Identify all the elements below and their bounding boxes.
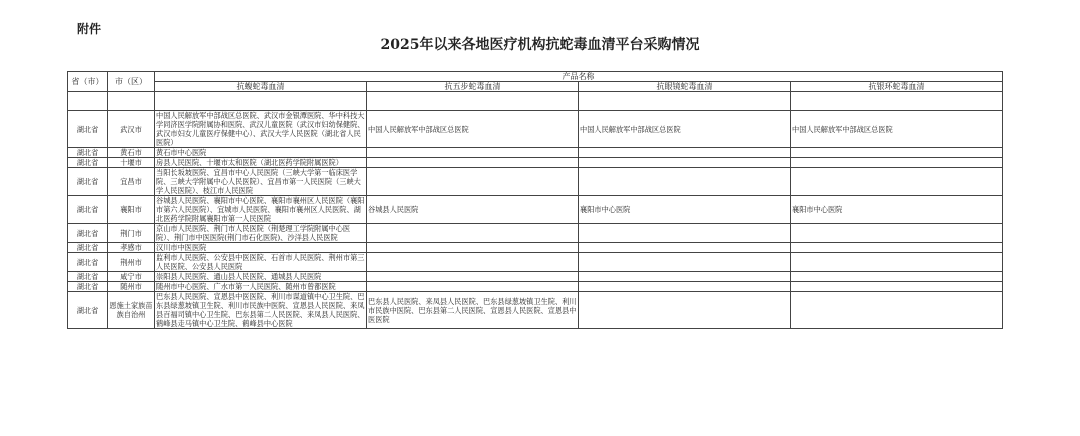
wubu-cell	[367, 158, 579, 168]
province-cell: 湖北省	[68, 196, 108, 224]
yanjing-cell	[579, 168, 791, 196]
city-cell: 随州市	[108, 282, 155, 292]
yanjing-cell	[579, 148, 791, 158]
yinhuan-cell	[791, 282, 1003, 292]
city-cell: 宜昌市	[108, 168, 155, 196]
city-cell: 十堰市	[108, 158, 155, 168]
wubu-cell: 谷城县人民医院	[367, 196, 579, 224]
yinhuan-cell	[791, 253, 1003, 272]
table-row	[68, 158, 1003, 168]
province-cell: 湖北省	[68, 168, 108, 196]
province-cell: 湖北省	[68, 292, 108, 329]
yanjing-cell	[579, 253, 791, 272]
wubu-cell	[367, 243, 579, 253]
col-header-product: 抗眼镜蛇毒血清	[579, 82, 791, 92]
fushe-cell: 汉川市中医医院	[155, 243, 367, 253]
province-cell: 湖北省	[68, 272, 108, 282]
wubu-cell	[367, 272, 579, 282]
page-title: 2025年以来各地医疗机构抗蛇毒血清平台采购情况	[380, 37, 700, 53]
yinhuan-cell: 襄阳市中心医院	[791, 196, 1003, 224]
table-row	[68, 111, 1003, 148]
yanjing-cell	[579, 292, 791, 329]
city-cell: 黄石市	[108, 148, 155, 158]
city-cell: 恩施土家族苗族自治州	[108, 292, 155, 329]
table-row	[68, 282, 1003, 292]
fushe-cell: 谷城县人民医院、襄阳市中心医院、襄阳市襄州区人民医院（襄阳市第六人民医院）、宜城市人民医院、襄阳市襄州区人民医院、湖北医药学院附属襄阳市第一人民医院	[155, 196, 367, 224]
city-cell: 襄阳市	[108, 196, 155, 224]
yanjing-cell: 襄阳市中心医院	[579, 196, 791, 224]
province-cell: 湖北省	[68, 253, 108, 272]
yanjing-cell	[579, 272, 791, 282]
fushe-cell: 监利市人民医院、公安县中医医院、石首市人民医院、荆州市第三人民医院、公安县人民医院	[155, 253, 367, 272]
fushe-cell: 当阳长坂坡医院、宜昌市中心人民医院（三峡大学第一临床医学院、三峡大学附属中心人民医院）、宜昌市第一人民医院（三峡大学人民医院）、枝江市人民医院	[155, 168, 367, 196]
city-cell: 武汉市	[108, 111, 155, 148]
table-row	[68, 224, 1003, 243]
yanjing-cell	[579, 158, 791, 168]
wubu-cell	[367, 253, 579, 272]
fushe-cell: 崇阳县人民医院、通山县人民医院、通城县人民医院	[155, 272, 367, 282]
wubu-cell	[367, 168, 579, 196]
col-header-product: 抗蝮蛇毒血清	[155, 82, 367, 92]
fushe-cell: 黄石市中心医院	[155, 148, 367, 158]
col-header-province: 省（市）	[68, 72, 108, 92]
table-row	[68, 253, 1003, 272]
province-cell: 湖北省	[68, 148, 108, 158]
table-body	[68, 111, 1003, 329]
table-row	[68, 292, 1003, 329]
city-cell: 孝感市	[108, 243, 155, 253]
wubu-cell	[367, 224, 579, 243]
province-cell: 湖北省	[68, 158, 108, 168]
province-cell: 湖北省	[68, 282, 108, 292]
fushe-cell: 随州市中心医院、广水市第一人民医院、随州市曾都医院	[155, 282, 367, 292]
col-header-product: 抗银环蛇毒血清	[791, 82, 1003, 92]
col-header-product-name: 产品名称	[155, 72, 1003, 82]
table-row	[68, 148, 1003, 158]
yinhuan-cell	[791, 272, 1003, 282]
table-row	[68, 243, 1003, 253]
wubu-cell: 巴东县人民医院、来凤县人民医院、巴东县绿葱坡镇卫生院、利川市民族中医院、巴东县第二人民医院、宣恩县人民医院、宣恩县中医医院	[367, 292, 579, 329]
fushe-cell: 房县人民医院、十堰市太和医院（湖北医药学院附属医院）	[155, 158, 367, 168]
procurement-table	[67, 71, 1003, 329]
yinhuan-cell	[791, 148, 1003, 158]
fushe-cell: 京山市人民医院、荆门市人民医院（荆楚理工学院附属中心医院）、荆门市中医医院(荆门市石化医院)、沙洋县人民医院	[155, 224, 367, 243]
yinhuan-cell: 中国人民解放军中部战区总医院	[791, 111, 1003, 148]
attachment-label: 附件	[77, 22, 102, 36]
province-cell: 湖北省	[68, 111, 108, 148]
table-row	[68, 168, 1003, 196]
table-row	[68, 196, 1003, 224]
province-cell: 湖北省	[68, 243, 108, 253]
col-header-city: 市（区）	[108, 72, 155, 92]
province-cell: 湖北省	[68, 224, 108, 243]
yinhuan-cell	[791, 158, 1003, 168]
col-header-product: 抗五步蛇毒血清	[367, 82, 579, 92]
fushe-cell: 中国人民解放军中部战区总医院、武汉市金银潭医院、华中科技大学同济医学院附属协和医院、武汉儿童医院（武汉市妇幼保健院、武汉市妇女儿童医疗保健中心）、武汉大学人民医院（湖北省人民医院）	[155, 111, 367, 148]
yinhuan-cell	[791, 292, 1003, 329]
yanjing-cell	[579, 282, 791, 292]
yinhuan-cell	[791, 224, 1003, 243]
yanjing-cell	[579, 243, 791, 253]
wubu-cell: 中国人民解放军中部战区总医院	[367, 111, 579, 148]
city-cell: 荆州市	[108, 253, 155, 272]
yinhuan-cell	[791, 168, 1003, 196]
wubu-cell	[367, 148, 579, 158]
city-cell: 咸宁市	[108, 272, 155, 282]
wubu-cell	[367, 282, 579, 292]
yanjing-cell	[579, 224, 791, 243]
table-row	[68, 272, 1003, 282]
yanjing-cell: 中国人民解放军中部战区总医院	[579, 111, 791, 148]
fushe-cell: 巴东县人民医院、宣恩县中医医院、利川市谋道镇中心卫生院、巴东县绿葱坡镇卫生院、利川市民族中医院、宣恩县人民医院、来凤县百福司镇中心卫生院、巴东县第二人民医院、来凤县人民医院、鹤峰县走马镇中心卫生院、鹤峰县中心医院	[155, 292, 367, 329]
city-cell: 荆门市	[108, 224, 155, 243]
header-spacer-row	[68, 92, 1003, 111]
yinhuan-cell	[791, 243, 1003, 253]
